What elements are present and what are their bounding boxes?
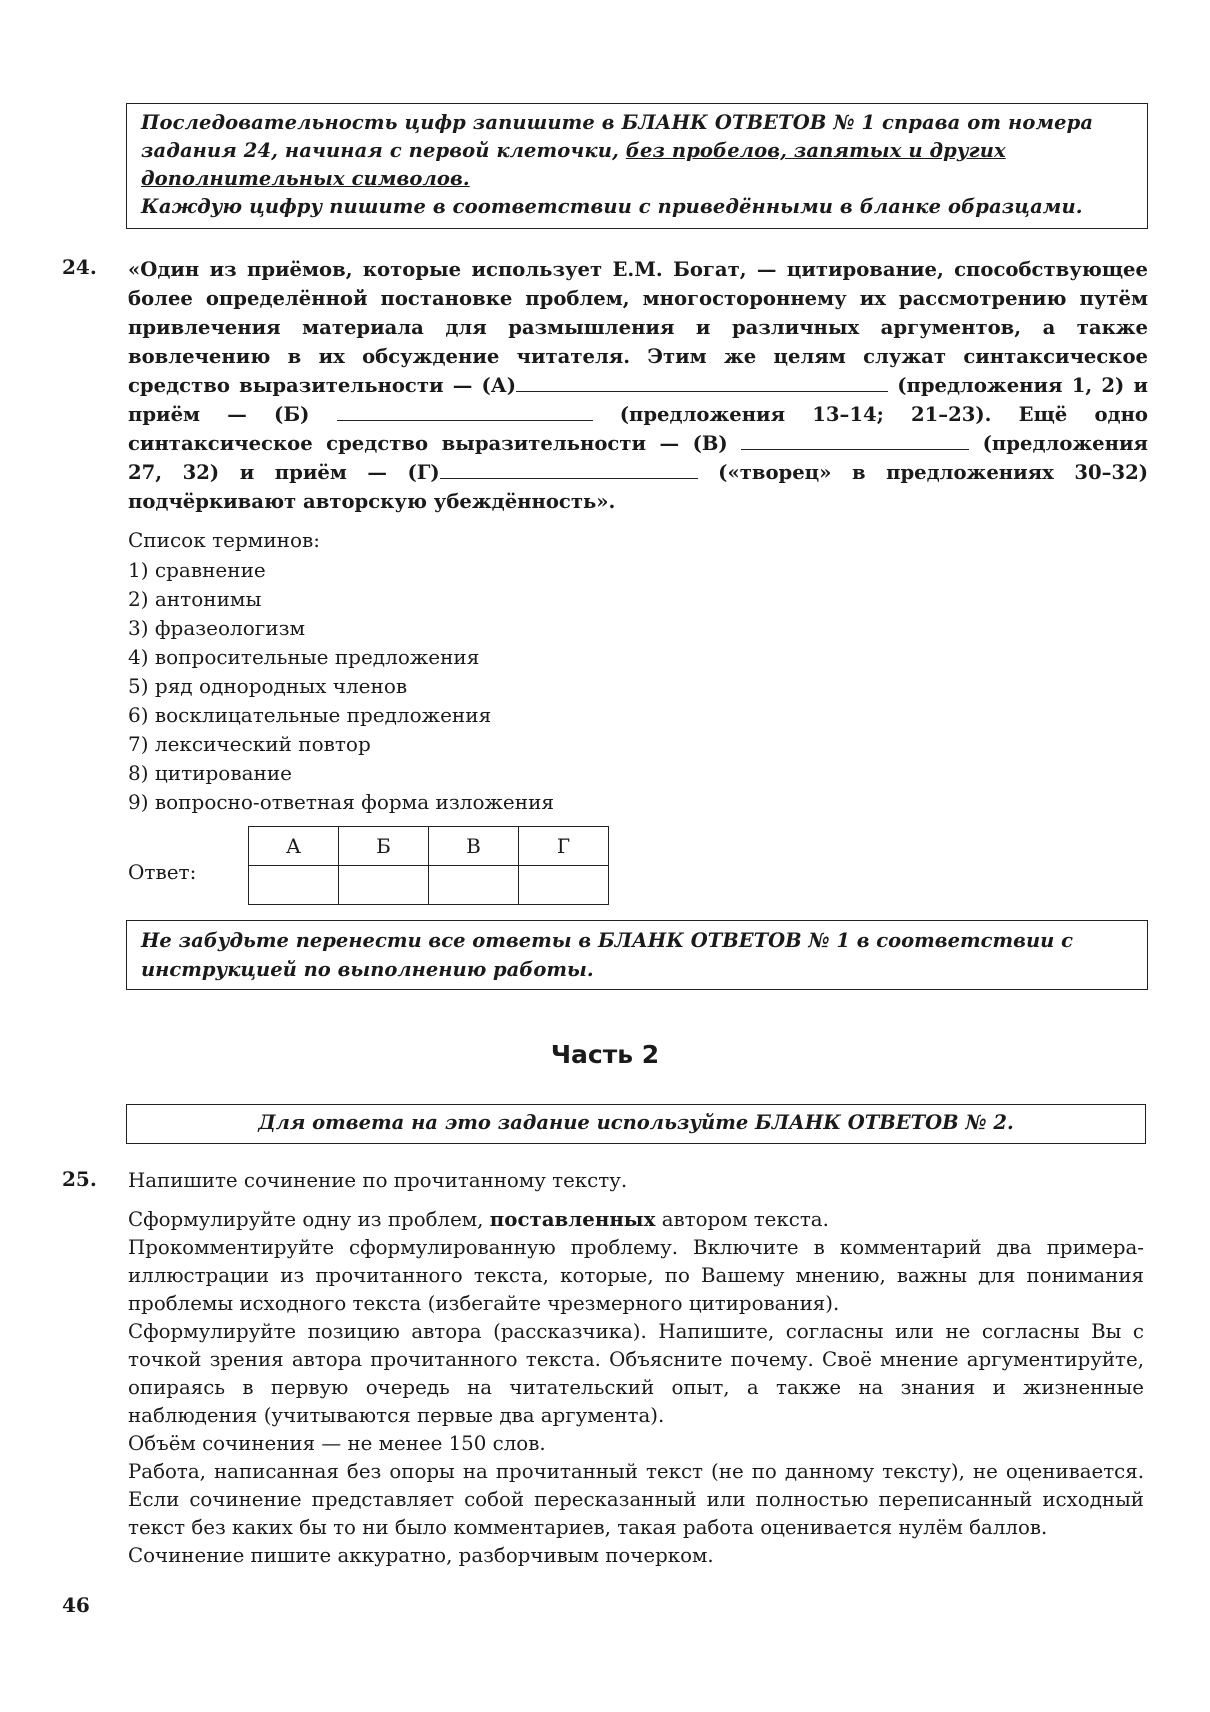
answer-cell-b[interactable]: [339, 866, 429, 905]
answer-cell-v[interactable]: [429, 866, 519, 905]
instruction-underlined-text: без пробелов, запятых и других дополнительных символов.: [141, 139, 1006, 190]
term-item: 5) ряд однородных членов: [128, 674, 408, 698]
task-25-paragraph: Работа, написанная без опоры на прочитанный текст (не по данному тексту), не оценивается. Если сочинение представляет собой пересказанный или полностью переписанный исходный текст без каких бы то ни было комментариев, такая работа оценивается нулём баллов.: [128, 1460, 1144, 1539]
instruction-box-answer-sheet-2: Для ответа на это задание используйте БЛАНК ОТВЕТОВ № 2.: [126, 1104, 1146, 1144]
task-25-paragraph: Напишите сочинение по прочитанному тексту.: [128, 1169, 628, 1192]
page-number: 46: [62, 1593, 90, 1617]
task-25-paragraph: Объём сочинения — не менее 150 слов.: [128, 1432, 546, 1455]
blank-b[interactable]: [337, 403, 593, 421]
answer-header-v: В: [429, 827, 519, 866]
blank-c[interactable]: [741, 432, 969, 450]
answer-cell-a[interactable]: [249, 866, 339, 905]
instruction-box-answer-sheet-1: [126, 103, 1148, 229]
instruction-box-transfer-answers: Не забудьте перенести все ответы в БЛАНК ОТВЕТОВ № 1 в соответствии с инструкцией по выполнению работы.: [126, 920, 1148, 990]
answer-header-g: Г: [519, 827, 609, 866]
instruction-text: Последовательность цифр запишите в БЛАНК ОТВЕТОВ № 1 справа от номера задания 24, начиная с первой клеточки, без пробелов, запятых и других дополнительных символов.: [141, 111, 1094, 190]
term-item: 3) фразеологизм: [128, 616, 306, 640]
answer-cell-g[interactable]: [519, 866, 609, 905]
term-item: 7) лексический повтор: [128, 732, 371, 756]
blank-a[interactable]: [516, 374, 888, 392]
part-2-title: Часть 2: [550, 1040, 660, 1069]
task-25-paragraph: Сочинение пишите аккуратно, разборчивым почерком.: [128, 1544, 714, 1567]
term-item: 6) восклицательные предложения: [128, 703, 492, 727]
task-25-paragraph: Сформулируйте одну из проблем, поставленных автором текста.: [128, 1207, 829, 1231]
task-24-text: «Один из приёмов, которые использует Е.М. Богат, — цитирование, способствующее более определённой постановке проблем, многостороннему их рассмотрению путём привлечения материала для размышления и различных аргументов, а также вовлечению в их обсуждение читателя. Этим же целям служат синтаксическое средство выразительности — (А) (предложения 1, 2) и приём — (Б) (предложения 13–14; 21–23). Ещё одно синтаксическое средство выразительности — (В) (предложения 27, 32) и приём — (Г) («творец» в предложениях 30–32) подчёркивают авторскую убеждённость».: [128, 258, 1148, 513]
term-item: 9) вопросно-ответная форма изложения: [128, 790, 555, 814]
answer-header-b: Б: [339, 827, 429, 866]
terms-list: [128, 556, 554, 817]
task-25-paragraph: Сформулируйте позицию автора (рассказчика). Напишите, согласны или не согласны Вы с точкой зрения автора прочитанного текста. Объясните почему. Своё мнение аргументируйте, опираясь в первую очередь на читательский опыт, а также на знания и жизненные наблюдения (учитываются первые два аргумента).: [128, 1320, 1144, 1427]
answer-header-a: А: [249, 827, 339, 866]
term-item: 2) антонимы: [128, 587, 262, 611]
answer-label: Ответ:: [128, 860, 197, 884]
terms-title: Список терминов:: [128, 528, 321, 552]
term-item: 4) вопросительные предложения: [128, 645, 480, 669]
task-24-number: 24.: [62, 255, 97, 279]
blank-d[interactable]: [440, 461, 698, 479]
task-25-number: 25.: [62, 1167, 97, 1191]
term-item: 1) сравнение: [128, 558, 266, 582]
term-item: 8) цитирование: [128, 761, 292, 785]
task-25-paragraph: Прокомментируйте сформулированную проблему. Включите в комментарий два примера-иллюстрации из прочитанного текста, которые, по Вашему мнению, важны для понимания проблемы исходного текста (избегайте чрезмерного цитирования).: [128, 1236, 1144, 1315]
answer-table: [248, 826, 609, 905]
instruction-text-2: Каждую цифру пишите в соответствии с приведёнными в бланке образцами.: [141, 195, 1083, 218]
task-25-text: [128, 1167, 1144, 1570]
